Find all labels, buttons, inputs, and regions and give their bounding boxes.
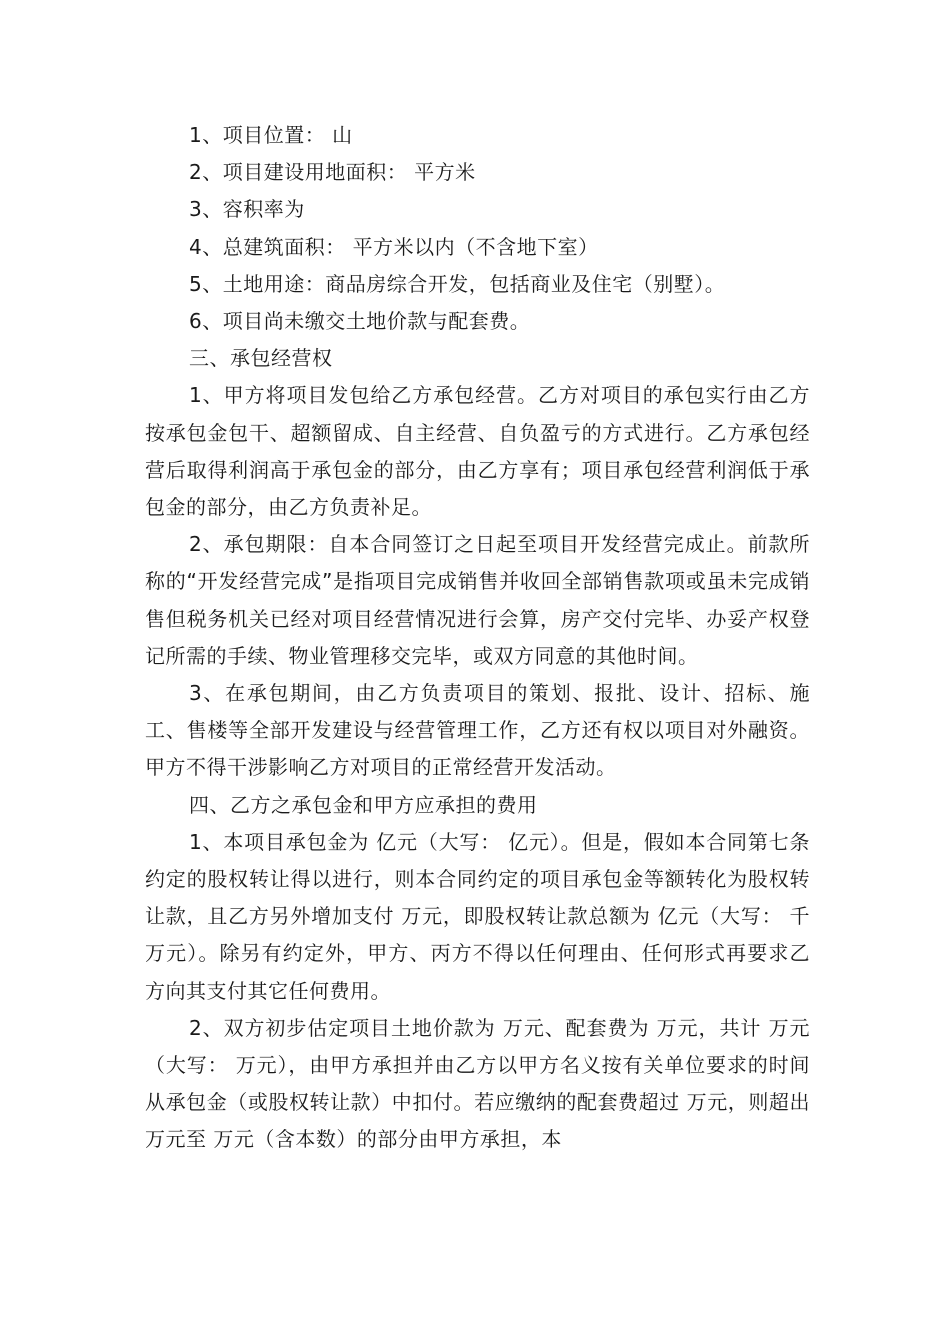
document-body [145, 117, 810, 1159]
paragraph-land-fees: 2、双方初步估定项目土地价款为 万元、配套费为 万元，共计 万元（大写： 万元），由甲方承担并由乙方以甲方名义按有关单位要求的时间从承包金（或股权转让款）中扣付。若应缴纳的配套费超过 万元，则超出 万元至 万元（含本数）的部分由甲方承担，本 [145, 1015, 810, 1152]
paragraph-contract-mode: 1、甲方将项目发包给乙方承包经营。乙方对项目的承包实行由乙方按承包金包干、超额留成、自主经营、自负盈亏的方式进行。乙方承包经营后取得利润高于承包金的部分，由乙方享有；项目承包经营利润低于承包金的部分，由乙方负责补足。 [145, 383, 810, 520]
list-item-land-area: 2、项目建设用地面积： 平方米 [189, 160, 476, 185]
section-heading-fees: 四、乙方之承包金和甲方应承担的费用 [189, 792, 538, 817]
list-item-floor-area: 4、总建筑面积： 平方米以内（不含地下室） [189, 234, 599, 259]
list-item-land-use: 5、土地用途：商品房综合开发，包括商业及住宅（别墅）。 [189, 271, 726, 296]
list-item-unpaid-fees: 6、项目尚未缴交土地价款与配套费。 [189, 309, 531, 334]
paragraph-contractor-duties: 3、在承包期间，由乙方负责项目的策划、报批、设计、招标、施工、售楼等全部开发建设与经营管理工作，乙方还有权以项目对外融资。甲方不得干涉影响乙方对项目的正常经营开发活动。 [145, 681, 810, 780]
paragraph-contract-term: 2、承包期限：自本合同签订之日起至项目开发经营完成止。前款所称的“开发经营完成”是指项目完成销售并收回全部销售款项或虽未完成销售但税务机关已经对项目经营情况进行会算，房产交付完毕、办妥产权登记所需的手续、物业管理移交完毕，或双方同意的其他时间。 [145, 532, 810, 668]
paragraph-contract-amount: 1、本项目承包金为 亿元（大写： 亿元）。但是，假如本合同第七条约定的股权转让得以进行，则本合同约定的项目承包金等额转化为股权转让款，且乙方另外增加支付 万元，即股权转让款总额为 亿元（大写： 千万元）。除另有约定外，甲方、丙方不得以任何理由、任何形式再要求乙方向其支付其它任何费用。 [145, 829, 810, 1003]
section-heading-contract-rights: 三、承包经营权 [189, 346, 333, 371]
list-item-location: 1、项目位置： 山 [189, 123, 353, 147]
list-item-plot-ratio: 3、容积率为 [189, 197, 305, 222]
